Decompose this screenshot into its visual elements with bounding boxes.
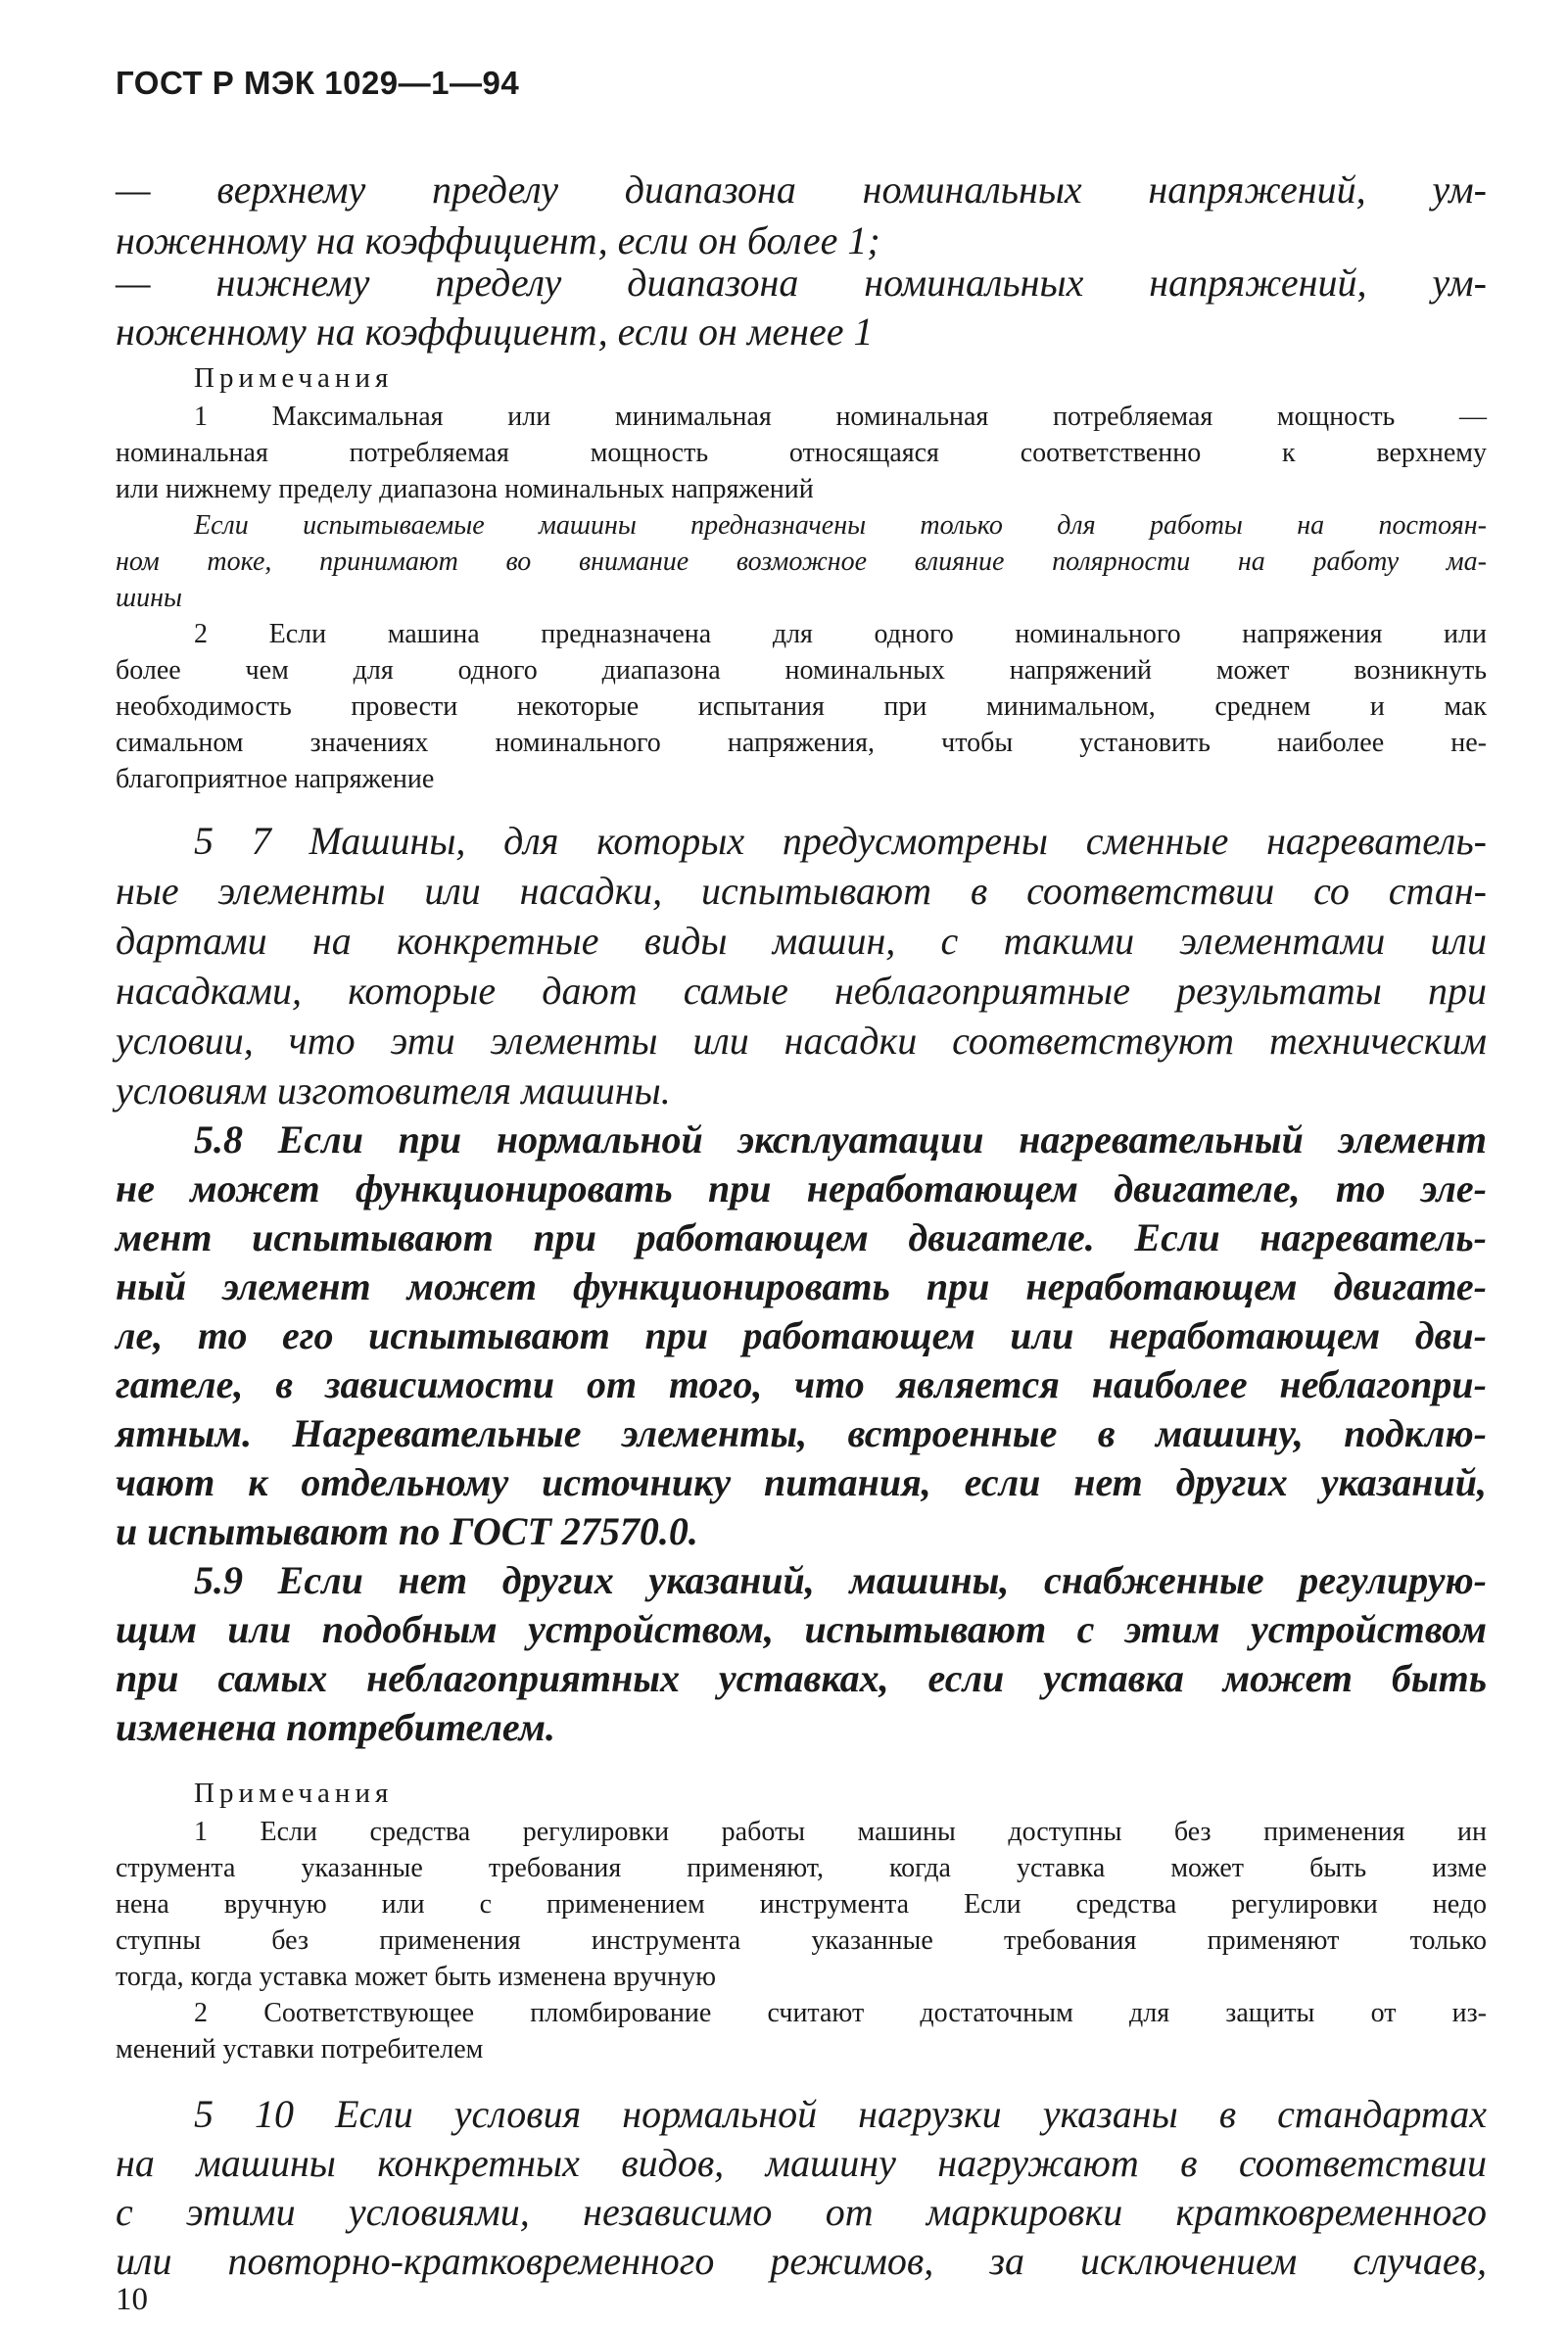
clause-line: ные элементы или насадки, испытывают в соответствии со стан- [116,869,1487,913]
note-line: 1 Если средства регулировки работы машины доступны без применения ин [194,1817,1487,1847]
note-line: струмента указанные требования применяют, когда уставка может быть изме [116,1853,1487,1883]
note-line: Если испытываемые машины предназначены только для работы на постоян- [194,510,1487,541]
text-line: ноженному на коэффициент, если он более 1; [116,218,880,262]
clause-line: при самых неблагоприятных уставках, если уставка может быть [116,1656,1487,1700]
note-line: 2 Соответствующее пломбирование считают достаточным для защиты от из- [194,1998,1487,2028]
text-line: — нижнему пределу диапазона номинальных напряжений, ум- [116,261,1487,305]
note-line: ступны без применения инструмента указанные требования применяют только [116,1925,1487,1956]
notes-heading: Примечания [194,362,394,394]
note-line: 1 Максимальная или минимальная номинальная потребляемая мощность — [194,402,1487,432]
note-line: номинальная потребляемая мощность относящаяся соответственно к верхнему [116,438,1487,468]
clause-line: или повторно-кратковременного режимов, за исключением случаев, [116,2239,1487,2283]
note-line: менений уставки потребителем [116,2034,484,2064]
note-line: симальном значениях номинального напряжения, чтобы установить наиболее не- [116,728,1487,758]
text-line: ноженному на коэффициент, если он менее 1 [116,309,874,354]
clause-line: с этими условиями, независимо от маркировки кратковременного [116,2190,1487,2234]
clause-line: не может функционировать при неработающем двигателе, то эле- [116,1166,1487,1210]
note-line: тогда, когда уставка может быть изменена вручную [116,1962,717,1992]
clause-line: 5.8 Если при нормальной эксплуатации нагревательный элемент [194,1117,1487,1162]
clause-line: ный элемент может функционировать при неработающем двигате- [116,1264,1487,1308]
note-line: более чем для одного диапазона номинальных напряжений может возникнуть [116,655,1487,686]
clause-line: гателе, в зависимости от того, что является наиболее неблагопри- [116,1362,1487,1406]
note-line: необходимость провести некоторые испытания при минимальном, среднем и мак [116,691,1487,722]
clause-line: на машины конкретных видов, машину нагружают в соответствии [116,2141,1487,2185]
clause-line: насадками, которые дают самые неблагоприятные результаты при [116,969,1487,1013]
clause-line: мент испытывают при работающем двигателе. Если нагреватель- [116,1215,1487,1259]
clause-line: 5.9 Если нет других указаний, машины, снабженные регулирую- [194,1558,1487,1602]
page-header: ГОСТ Р МЭК 1029—1—94 [116,65,520,101]
clause-line: и испытывают по ГОСТ 27570.0. [116,1509,698,1553]
note-line: 2 Если машина предназначена для одного номинального напряжения или [194,619,1487,649]
clause-line: чают к отдельному источнику питания, если нет других указаний, [116,1460,1487,1504]
clause-line: условии, что эти элементы или насадки соответствуют техническим [116,1019,1487,1063]
clause-line: изменена потребителем. [116,1705,556,1749]
text-line: — верхнему пределу диапазона номинальных напряжений, ум- [116,167,1487,212]
clause-line: щим или подобным устройством, испытывают с этим устройством [116,1607,1487,1651]
notes-heading: Примечания [194,1778,394,1809]
clause-line: дартами на конкретные виды машин, с такими элементами или [116,919,1487,963]
note-line: нена вручную или с применением инструмента Если средства регулировки недо [116,1889,1487,1920]
note-line: благоприятное напряжение [116,764,435,794]
clause-line: условиям изготовителя машины. [116,1068,671,1113]
clause-line: ятным. Нагревательные элементы, встроенные в машину, подклю- [116,1411,1487,1455]
clause-line: 5 7 Машины, для которых предусмотрены сменные нагреватель- [194,819,1487,863]
clause-line: ле, то его испытывают при работающем или неработающем дви- [116,1313,1487,1357]
note-line: шины [116,583,182,613]
note-line: ном токе, принимают во внимание возможное влияние полярности на работу ма- [116,546,1487,577]
page-number: 10 [116,2282,148,2317]
clause-line: 5 10 Если условия нормальной нагрузки указаны в стандартах [194,2092,1487,2136]
note-line: или нижнему пределу диапазона номинальных напряжений [116,474,814,504]
